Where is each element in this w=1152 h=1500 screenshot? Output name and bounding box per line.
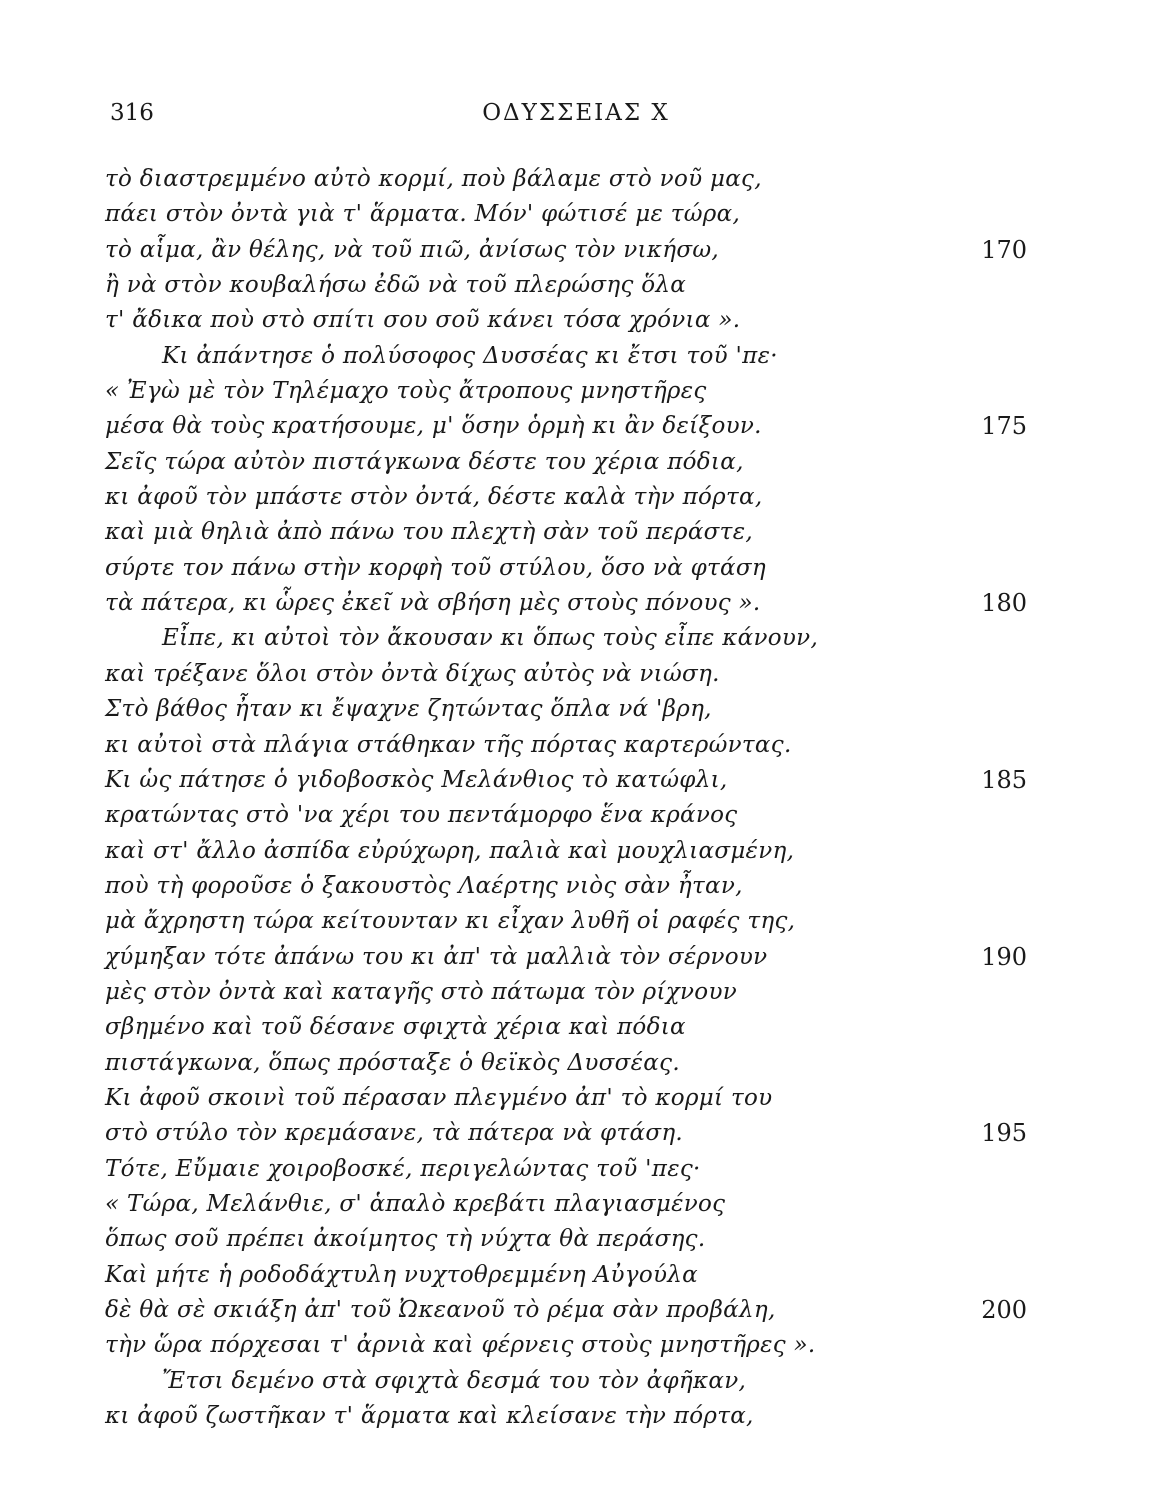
verse-line [0,1152,1152,1187]
verse-text: Εἶπε, κι αὐτοὶ τὸν ἄκουσαν κι ὅπως τοὺς εἶπε κάνουν, [162,625,819,652]
verse-line [0,303,1152,338]
verse-text: σύρτε τον πάνω στὴν κορφὴ τοῦ στύλου, ὅσο νὰ φτάση [105,554,766,581]
verse-text: Ἔτσι δεμένο στὰ σφιχτὰ δεσμά του τὸν ἀφῆκαν, [162,1367,747,1394]
verse-line [0,728,1152,763]
verse-text: μὲς στὸν ὀντὰ καὶ καταγῆς στὸ πάτωμα τὸν ρίχνουν [105,978,738,1005]
verse-line [0,1328,1152,1363]
verse-text: σβημένο καὶ τοῦ δέσανε σφιχτὰ χέρια καὶ πόδια [105,1014,686,1041]
verse-text: κι αὐτοὶ στὰ πλάγια στάθηκαν τῆς πόρτας καρτερώντας. [105,731,792,758]
verse-line [0,162,1152,197]
verse-text: Τότε, Εὔμαιε χοιροβοσκέ, περιγελώντας τοῦ 'πες· [105,1155,701,1182]
verse-line [0,1293,1152,1328]
verse-line [0,197,1152,232]
verse-line [0,1081,1152,1116]
verse-line [0,904,1152,939]
verse-text: « Ἐγὼ μὲ τὸν Τηλέμαχο τοὺς ἄτροπους μνηστῆρες [105,378,707,405]
verse-line [0,1116,1152,1151]
line-number: 170 [981,235,1027,264]
verse-line [0,268,1152,303]
verse-line [0,798,1152,833]
verse-line [0,586,1152,621]
verse-text: μέσα θὰ τοὺς κρατήσουμε, μ' ὅσην ὁρμὴ κι ἂν δείξουν. [105,413,762,440]
line-number: 190 [981,942,1027,971]
verse-line [0,975,1152,1010]
verse-text: κρατώντας στὸ 'να χέρι του πεντάμορφο ἕνα κράνος [105,802,738,829]
verse-text: μὰ ἄχρηστη τώρα κείτουνταν κι εἶχαν λυθῆ οἱ ραφές της, [105,908,796,935]
verse-line [0,551,1152,586]
verse-line [0,445,1152,480]
page-number: 316 [110,100,154,126]
verse-line [0,834,1152,869]
verse-line [0,1222,1152,1257]
verse-line [0,1399,1152,1434]
verse-text: τὸ διαστρεμμένο αὐτὸ κορμί, ποὺ βάλαμε στὸ νοῦ μας, [105,166,762,192]
verse-text: πάει στὸν ὀντὰ γιὰ τ' ἅρματα. Μόν' φώτισέ με τώρα, [105,201,741,228]
verse-line [0,480,1152,515]
verse-line [0,233,1152,268]
verse-line [0,657,1152,692]
verse-line [0,1046,1152,1081]
verse-text: χύμηξαν τότε ἀπάνω του κι ἀπ' τὰ μαλλιὰ τὸν σέρνουν [105,943,768,970]
verse-text: Κι ὡς πάτησε ὁ γιδοβοσκὸς Μελάνθιος τὸ κατώφλι, [105,766,728,793]
verse-text: ἢ νὰ στὸν κουβαλήσω ἐδῶ νὰ τοῦ πλερώσης ὅλα [105,272,687,299]
verse-text: Στὸ βάθος ἦταν κι ἔψαχνε ζητώντας ὅπλα νά 'βρη, [105,696,712,723]
verse-text: τὸ αἷμα, ἂν θέλης, νὰ τοῦ πιῶ, ἀνίσως τὸν νικήσω, [105,236,719,263]
running-title: ΟΔΥΣΣΕΙΑΣ Χ [482,100,670,126]
page-header [0,100,1152,136]
verse-text: Κι ἀφοῦ σκοινὶ τοῦ πέρασαν πλεγμένο ἀπ' τὸ κορμί του [105,1084,773,1111]
verse-line [0,409,1152,444]
verse-text: πιστάγκωνα, ὅπως πρόσταξε ὁ θεϊκὸς Δυσσέας. [105,1049,680,1076]
verse-line [0,940,1152,975]
verse-line [0,515,1152,550]
line-number: 175 [981,412,1027,441]
verse-line [0,1010,1152,1045]
verse-text: δὲ θὰ σὲ σκιάξη ἀπ' τοῦ Ὠκεανοῦ τὸ ρέμα σὰν προβάλη, [105,1297,776,1323]
verse-text: ὅπως σοῦ πρέπει ἀκοίμητος τὴ νύχτα θὰ περάσης. [105,1226,706,1253]
verse-line [0,763,1152,798]
verse-line [0,869,1152,904]
verse-text: ποὺ τὴ φοροῦσε ὁ ξακουστὸς Λαέρτης νιὸς σὰν ἦταν, [105,872,743,899]
verse-line [0,1364,1152,1399]
line-number: 195 [981,1119,1027,1148]
verse-text: καὶ στ' ἄλλο ἀσπίδα εὐρύχωρη, παλιὰ καὶ μουχλιασμένη, [105,837,795,864]
verse-line [0,339,1152,374]
verse-line [0,374,1152,409]
line-number: 185 [981,765,1027,794]
verse-text: τὰ πάτερα, κι ὧρες ἐκεῖ νὰ σβήση μὲς στοὺς πόνους ». [105,590,761,617]
verse-text: τὴν ὥρα πόρχεσαι τ' ἀρνιὰ καὶ φέρνεις στοὺς μνηστῆρες ». [105,1332,816,1359]
verse-line [0,1258,1152,1293]
verse-text: κι ἀφοῦ ζωστῆκαν τ' ἅρματα καὶ κλείσανε τὴν πόρτα, [105,1403,754,1430]
poem-text [0,162,1152,1434]
verse-line [0,692,1152,727]
verse-text: τ' ἄδικα ποὺ στὸ σπίτι σου σοῦ κάνει τόσα χρόνια ». [105,307,741,334]
line-number: 200 [981,1296,1027,1324]
verse-text: καὶ μιὰ θηλιὰ ἀπὸ πάνω του πλεχτὴ σὰν τοῦ περάστε, [105,519,753,546]
verse-text: « Τώρα, Μελάνθιε, σ' ἁπαλὸ κρεβάτι πλαγιασμένος [105,1190,726,1217]
verse-line [0,621,1152,656]
verse-text: Σεῖς τώρα αὐτὸν πιστάγκωνα δέστε του χέρια πόδια, [105,448,744,475]
verse-text: καὶ τρέξανε ὅλοι στὸν ὀντὰ δίχως αὐτὸς νὰ νιώση. [105,660,720,687]
verse-line [0,1187,1152,1222]
verse-text: Καὶ μήτε ἡ ροδοδάχτυλη νυχτοθρεμμένη Αὐγούλα [105,1261,698,1288]
verse-text: στὸ στύλο τὸν κρεμάσανε, τὰ πάτερα νὰ φτάση. [105,1120,684,1147]
verse-text: κι ἀφοῦ τὸν μπάστε στὸν ὀντά, δέστε καλὰ τὴν πόρτα, [105,484,763,511]
line-number: 180 [981,589,1027,618]
verse-text: Κι ἀπάντησε ὁ πολύσοφος Δυσσέας κι ἔτσι τοῦ 'πε· [162,342,778,369]
